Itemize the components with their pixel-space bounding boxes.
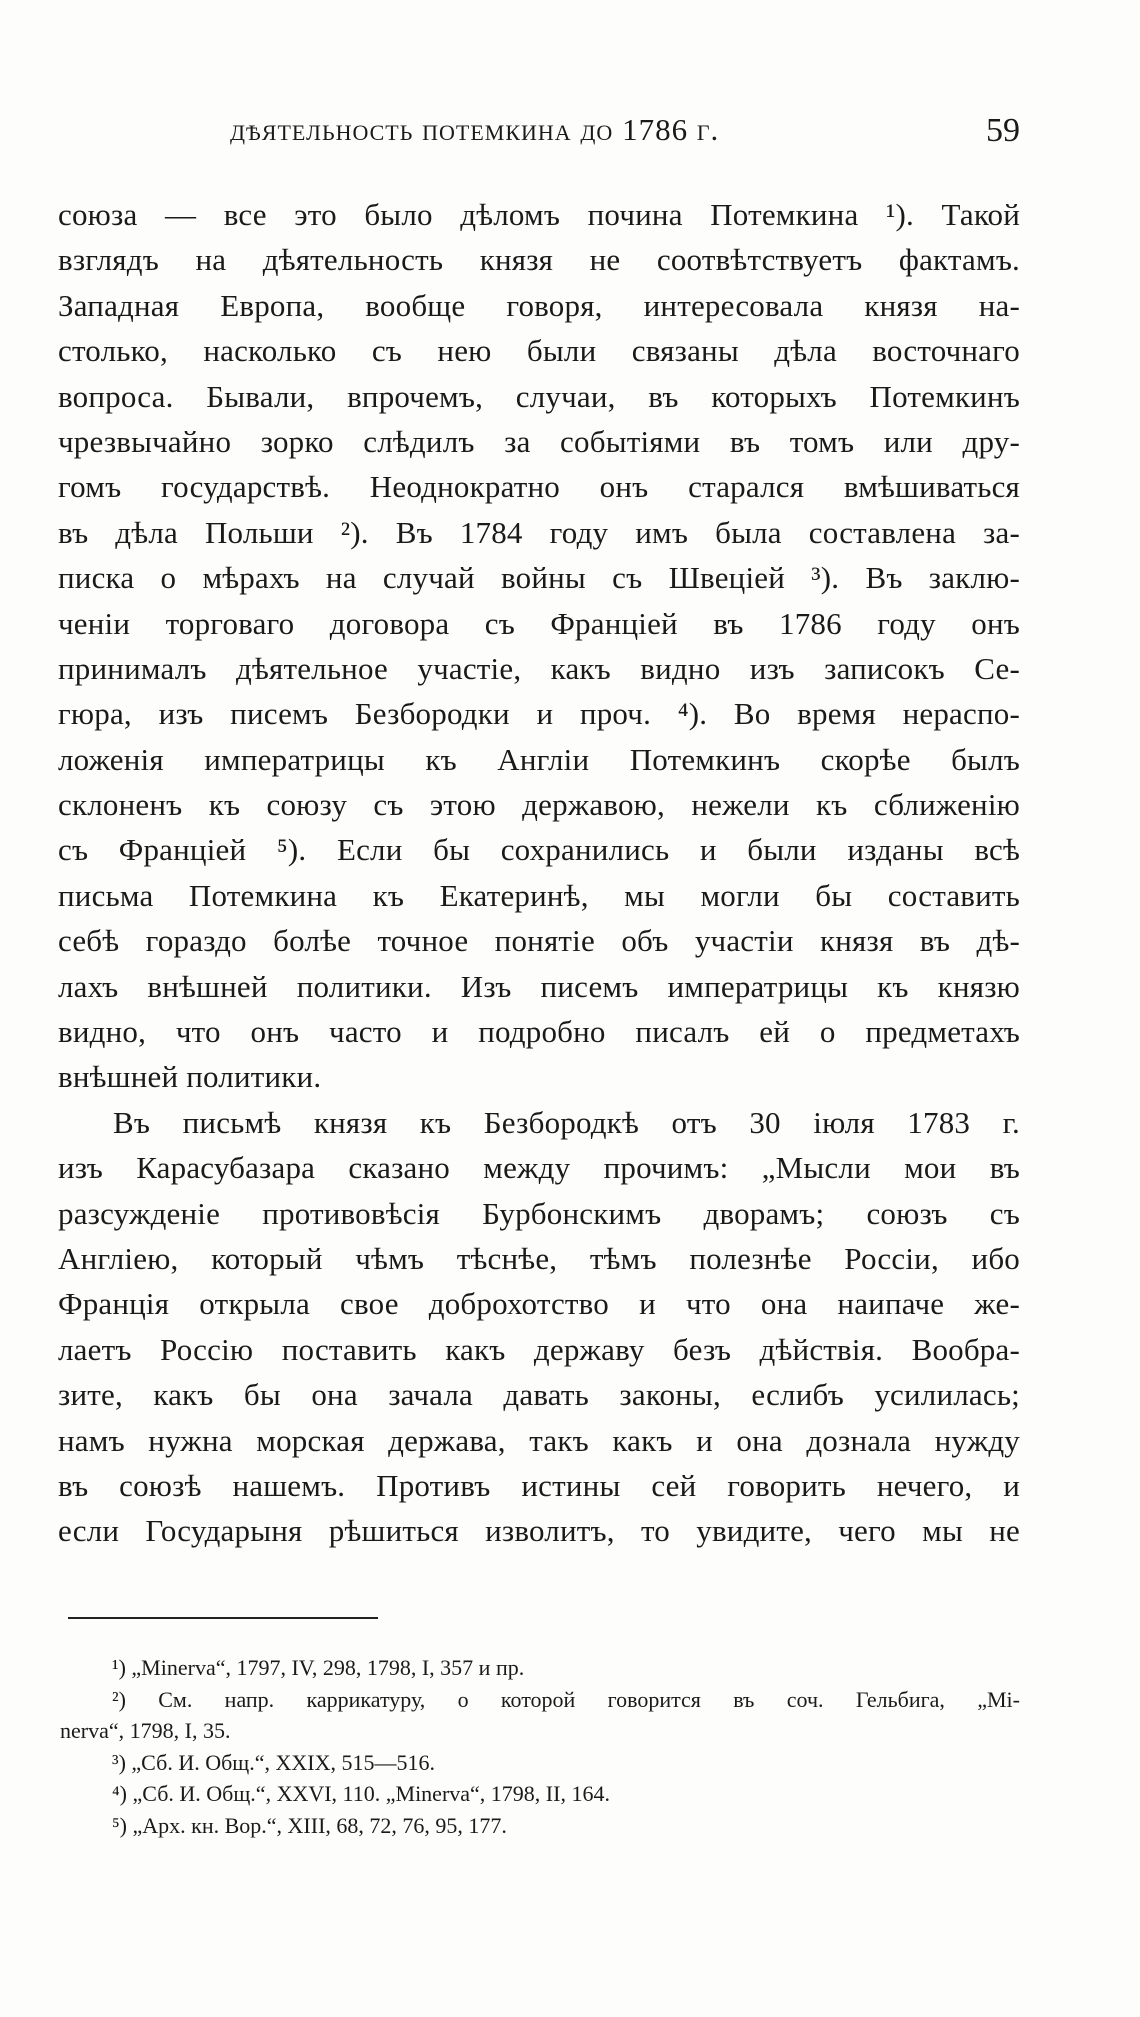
- body-line: принималъ дѣятельное участіе, какъ видно изъ записокъ Се-: [58, 650, 1020, 686]
- running-title: дѣятельность потемкина до 1786 г.: [230, 112, 720, 147]
- body-line: разсужденіе противовѣсія Бурбонскимъ дворамъ; союзъ съ: [58, 1195, 1020, 1231]
- body-line: Западная Европа, вообще говоря, интересовала князя на-: [58, 287, 1020, 323]
- body-line: союза — все это было дѣломъ почина Потемкина ¹). Такой: [58, 197, 1020, 232]
- footnote-line: ¹) „Minerva“, 1797, IV, 298, 1798, I, 357 и пр.: [112, 1655, 525, 1680]
- body-line: внѣшней политики.: [58, 1059, 322, 1095]
- footnote-line: nerva“, 1798, I, 35.: [60, 1718, 231, 1743]
- body-line: ложенія императрицы къ Англіи Потемкинъ скорѣе былъ: [58, 741, 1020, 777]
- body-line: Англіею, который чѣмъ тѣснѣе, тѣмъ полезнѣе Россіи, ибо: [58, 1240, 1020, 1276]
- footnote-line: ⁴) „Сб. И. Общ.“, XXVI, 110. „Minerva“, 1798, II, 164.: [112, 1781, 610, 1806]
- body-line: письма Потемкина къ Екатеринѣ, мы могли бы составить: [58, 877, 1020, 913]
- body-line: въ союзѣ нашемъ. Противъ истины сей говорить нечего, и: [58, 1467, 1020, 1503]
- body-line: столько, насколько съ нею были связаны дѣла восточнаго: [58, 333, 1020, 369]
- body-line: зите, какъ бы она зачала давать законы, еслибъ усилилась;: [58, 1377, 1020, 1413]
- body-line: вопроса. Бывали, впрочемъ, случаи, въ которыхъ Потемкинъ: [58, 378, 1020, 414]
- body-line: гюра, изъ писемъ Безбородки и проч. ⁴). Во время нераспо-: [58, 696, 1020, 732]
- footnote-line: ²) См. напр. каррикатуру, о которой говорится въ соч. Гельбига, „Mi-: [112, 1686, 1020, 1712]
- body-line: себѣ гораздо болѣе точное понятіе объ участіи князя въ дѣ-: [58, 923, 1020, 959]
- running-head: [60, 112, 1020, 160]
- body-line: изъ Карасубазара сказано между прочимъ: „Мысли мои въ: [58, 1150, 1020, 1186]
- body-line: гомъ государствѣ. Неоднократно онъ старался вмѣшиваться: [58, 469, 1020, 505]
- footnote-divider: [68, 1617, 378, 1619]
- body-line: ченіи торговаго договора съ Франціей въ 1786 году онъ: [58, 605, 1020, 641]
- body-line: если Государыня рѣшиться изволитъ, то увидите, чего мы не: [58, 1513, 1020, 1549]
- body-line: чрезвычайно зорко слѣдилъ за событіями въ томъ или дру-: [58, 423, 1020, 459]
- body-line: писка о мѣрахъ на случай войны съ Швеціей ³). Въ заклю-: [58, 560, 1020, 596]
- body-line: лахъ внѣшней политики. Изъ писемъ императрицы къ князю: [58, 968, 1020, 1004]
- footnote-line: ³) „Сб. И. Общ.“, XXIX, 515—516.: [112, 1749, 435, 1775]
- body-line: лаетъ Россію поставить какъ державу безъ дѣйствія. Вообра-: [58, 1331, 1020, 1367]
- body-line: склоненъ къ союзу съ этою державою, нежели къ сближенію: [58, 787, 1020, 823]
- page-number: 59: [986, 112, 1020, 149]
- footnotes: [60, 1652, 1020, 1841]
- body-line: видно, что онъ часто и подробно писалъ ей о предметахъ: [58, 1014, 1020, 1050]
- footnote-line: ⁵) „Арх. кн. Вор.“, XIII, 68, 72, 76, 95, 177.: [112, 1812, 507, 1838]
- body-line: Въ письмѣ князя къ Безбородкѣ отъ 30 іюля 1783 г.: [113, 1104, 1020, 1140]
- body-line: Франція открыла свое доброхотство и что она наипаче же-: [58, 1286, 1020, 1322]
- body-line: взглядъ на дѣятельность князя не соотвѣтствуетъ фактамъ.: [58, 242, 1020, 278]
- body-line: въ дѣла Польши ²). Въ 1784 году имъ была составлена за-: [58, 514, 1020, 550]
- body-text: [58, 192, 1020, 1554]
- body-line: намъ нужна морская держава, такъ какъ и она дознала нужду: [58, 1422, 1020, 1458]
- body-line: съ Франціей ⁵). Если бы сохранились и были изданы всѣ: [58, 832, 1020, 868]
